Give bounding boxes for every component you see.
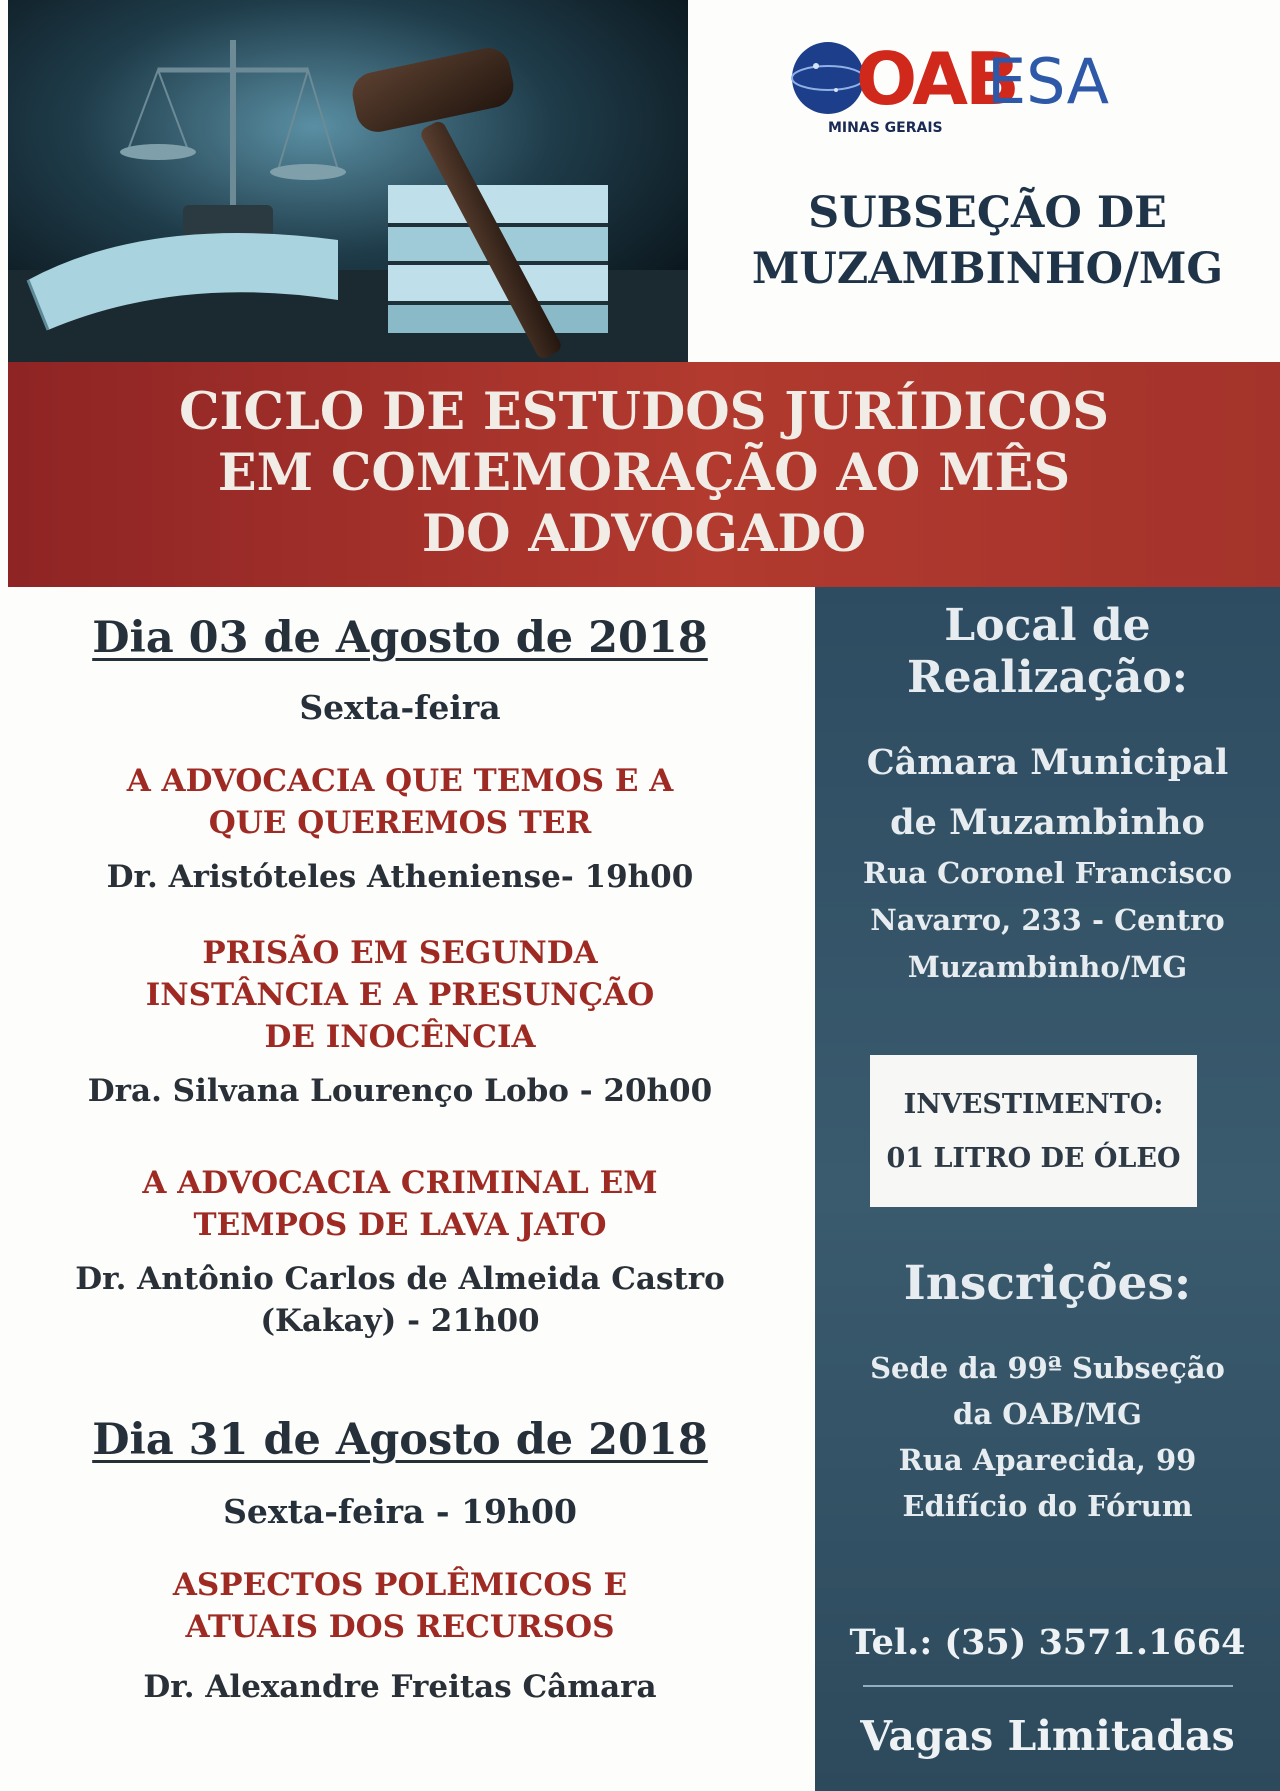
registration-address (815, 1345, 1280, 1529)
event-title-line-2: EM COMEMORAÇÃO AO MÊS (217, 443, 1071, 503)
venue-address (815, 850, 1280, 991)
venue-name (815, 733, 1280, 853)
investment-label: INVESTIMENTO: (903, 1089, 1164, 1120)
talk-title-line: ASPECTOS POLÊMICOS E (172, 1567, 628, 1603)
day2-weekday: Sexta-feira - 19h00 (223, 1492, 577, 1531)
talk-4 (30, 1564, 770, 1708)
venue-address-line: Navarro, 233 - Centro (870, 903, 1225, 937)
talk-speaker: Dra. Silvana Lourenço Lobo - 20h00 (87, 1073, 713, 1109)
talk-title-line: PRISÃO EM SEGUNDA (202, 935, 598, 971)
talk-3 (30, 1162, 770, 1342)
day1-weekday: Sexta-feira (299, 688, 501, 727)
oab-wordmark: OAB (856, 37, 1017, 121)
event-title-line-1: CICLO DE ESTUDOS JURÍDICOS (178, 382, 1110, 442)
registration-heading: Inscrições: (903, 1256, 1192, 1311)
limited-seats-note: Vagas Limitadas (860, 1712, 1235, 1760)
registration-line: Sede da 99ª Subseção (870, 1351, 1225, 1385)
region-label: MINAS GERAIS (828, 120, 943, 136)
subsecao-line-1: SUBSEÇÃO DE (808, 188, 1167, 238)
talk-title-line: ATUAIS DOS RECURSOS (185, 1609, 615, 1645)
oab-globe-logo (792, 42, 864, 114)
venue-address-line: Muzambinho/MG (907, 950, 1188, 984)
day2-date: Dia 31 de Agosto de 2018 (92, 1415, 708, 1465)
talk-title-line: A ADVOCACIA CRIMINAL EM (142, 1165, 658, 1201)
talk-1 (30, 760, 770, 898)
talk-speaker: Dr. Antônio Carlos de Almeida Castro (75, 1261, 725, 1297)
venue-name-line: de Muzambinho (890, 802, 1205, 843)
talk-title-line: A ADVOCACIA QUE TEMOS E A (126, 763, 674, 799)
talk-speaker: Dr. Alexandre Freitas Câmara (143, 1669, 657, 1705)
subsecao-line-2: MUZAMBINHO/MG (751, 244, 1224, 294)
talk-2 (30, 932, 770, 1112)
event-title-line-3: DO ADVOGADO (421, 504, 867, 564)
divider (863, 1685, 1233, 1687)
local-heading-line: Realização: (907, 652, 1188, 703)
talk-speaker: (Kakay) - 21h00 (260, 1303, 540, 1339)
day1-date: Dia 03 de Agosto de 2018 (92, 613, 708, 663)
phone-number: Tel.: (35) 3571.1664 (849, 1622, 1246, 1663)
gavel-books-scale-photo (8, 0, 688, 362)
talk-title-line: TEMPOS DE LAVA JATO (193, 1207, 607, 1243)
oab-esa-logo (790, 38, 1190, 148)
venue-name-line: Câmara Municipal (866, 742, 1229, 783)
talk-title-line: DE INOCÊNCIA (264, 1019, 536, 1055)
investment-text (870, 1078, 1197, 1186)
registration-line: Edifício do Fórum (902, 1489, 1193, 1523)
talk-title-line: INSTÂNCIA E A PRESUNÇÃO (145, 977, 655, 1013)
local-heading (815, 600, 1280, 704)
local-heading-line: Local de (944, 600, 1151, 651)
esa-wordmark: ESA (987, 45, 1110, 118)
registration-line: Rua Aparecida, 99 (898, 1443, 1197, 1477)
registration-line: da OAB/MG (953, 1397, 1142, 1431)
talk-speaker: Dr. Aristóteles Atheniense- 19h00 (106, 859, 694, 895)
subsecao-title (700, 185, 1275, 297)
event-title (8, 382, 1280, 565)
venue-address-line: Rua Coronel Francisco (863, 856, 1232, 890)
talk-title-line: QUE QUEREMOS TER (208, 805, 592, 841)
investment-value: 01 LITRO DE ÓLEO (886, 1143, 1181, 1174)
